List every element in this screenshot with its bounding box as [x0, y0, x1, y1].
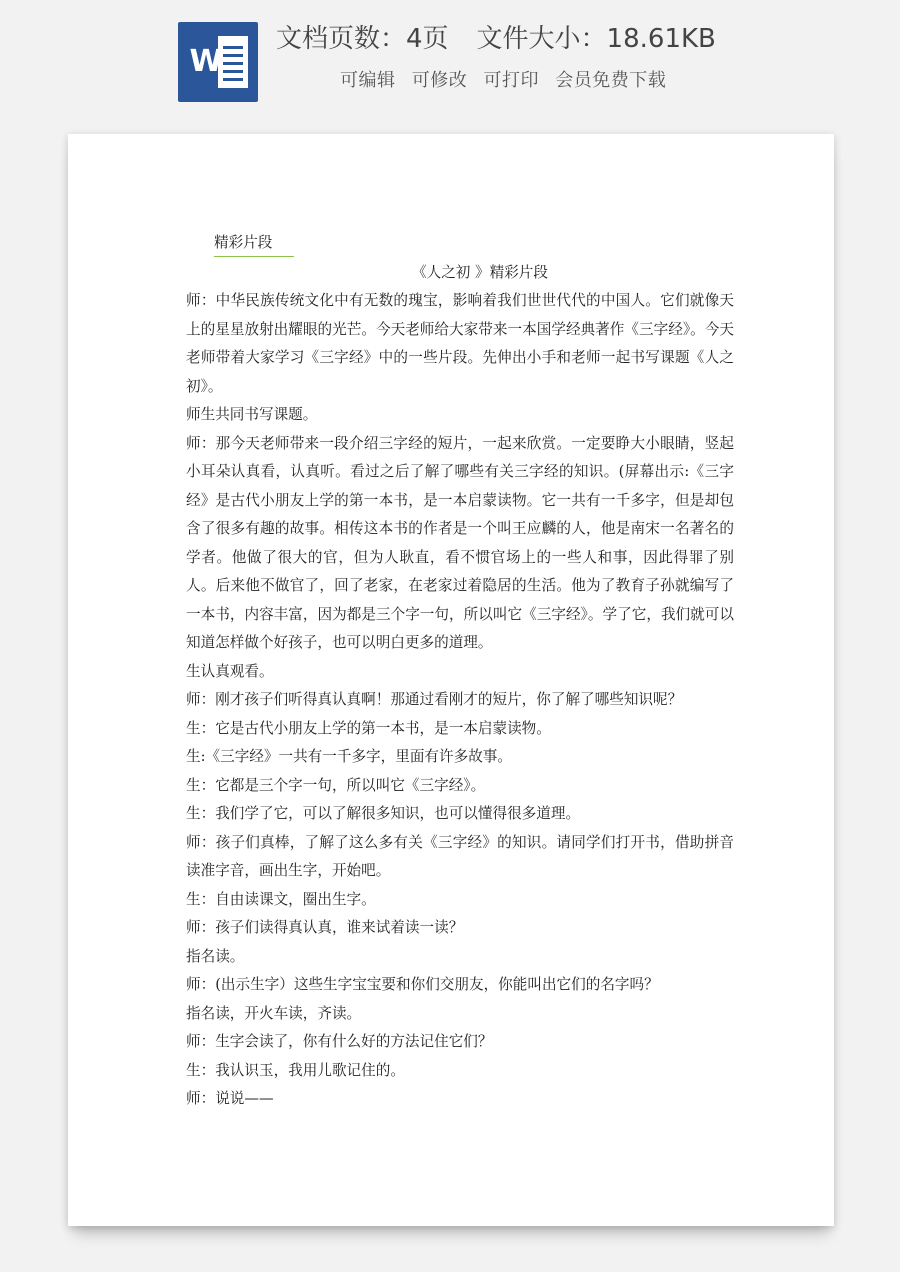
- feature-editable: 可编辑: [340, 70, 396, 91]
- paragraph: 师：生字会读了，你有什么好的方法记住它们？: [186, 1033, 493, 1050]
- document-meta: [276, 18, 716, 55]
- feature-modifiable: 可修改: [411, 70, 468, 91]
- section-label: 精彩片段: [214, 230, 294, 257]
- paragraph: 师生共同书写课题。: [186, 406, 318, 423]
- feature-member-free-download: 会员免费下载: [555, 70, 667, 91]
- file-size: 文件大小：18.61KB: [476, 24, 716, 54]
- document-title: 《人之初 》精彩片段: [412, 264, 548, 281]
- paragraph: 指名读。: [186, 947, 245, 965]
- paragraph: 师：中华民族传统文化中有无数的瑰宝，影响着我们世世代代的中国人。它们就像天上的星星放射出耀眼的光芒。今天老师给大家带来一本国学经典著作《三字经》。今天老师带着大家学习《三字经》中的一些片段。先伸出小手和老师一起书写课题《人之初》。: [186, 292, 734, 395]
- word-logo-letter: W: [189, 44, 223, 79]
- document-page: [68, 134, 834, 1226]
- document-body: [186, 230, 734, 1114]
- paragraph: 生：我们学了它，可以了解很多知识，也可以懂得很多道理。: [186, 805, 581, 822]
- paragraph: 生：它是古代小朋友上学的第一本书，是一本启蒙读物。: [186, 719, 551, 737]
- paragraph: 生:《三字经》一共有一千多字，里面有许多故事。: [186, 748, 512, 765]
- paragraph: 师：孩子们读得真认真，谁来试着读一读？: [186, 919, 464, 936]
- paragraph: 师：刚才孩子们听得真认真啊！那通过看刚才的短片，你了解了哪些知识呢？: [186, 691, 683, 708]
- download-banner: [0, 0, 900, 120]
- document-features: [340, 66, 676, 92]
- paragraph: 生认真观看。: [186, 662, 274, 680]
- paragraph: 师：(出示生字）这些生字宝宝要和你们交朋友，你能叫出它们的名字吗？: [186, 976, 659, 993]
- paragraph: 师：那今天老师带来一段介绍三字经的短片，一起来欣赏。一定要睁大小眼睛，竖起小耳朵认真看，认真听。看过之后了解了哪些有关三字经的知识。(屏幕出示:《三字经》是古代小朋友上学的第一本书，是一本启蒙读物。它一共有一千多字，但是却包含了很多有趣的故事。相传这本书的作者是一个叫王应麟的人，他是南宋一名著名的学者。他做了很大的官，但为人耿直，看不惯官场上的一些人和事，因此得罪了别人。后来他不做官了，回了老家，在老家过着隐居的生活。他为了教育子孙就编写了一本书，内容丰富，因为都是三个字一句，所以叫它《三字经》。学了它，我们就可以知道怎样做个好孩子，也可以明白更多的道理。: [186, 434, 734, 651]
- paragraph: 生：我认识玉，我用儿歌记住的。: [186, 1061, 405, 1079]
- paragraph: 师：孩子们真棒，了解了这么多有关《三字经》的知识。请同学们打开书，借助拼音读准字音，画出生字，开始吧。: [186, 833, 734, 879]
- feature-printable: 可打印: [483, 70, 539, 91]
- page-count: 文档页数：4页: [276, 24, 449, 54]
- paragraph: 生：它都是三个字一句，所以叫它《三字经》。: [186, 776, 486, 794]
- paragraph: 生：自由读课文，圈出生字。: [186, 890, 376, 908]
- word-document-icon: [178, 22, 258, 102]
- paragraph: 师：说说——: [186, 1090, 274, 1107]
- paragraph: 指名读，开火车读，齐读。: [186, 1004, 362, 1022]
